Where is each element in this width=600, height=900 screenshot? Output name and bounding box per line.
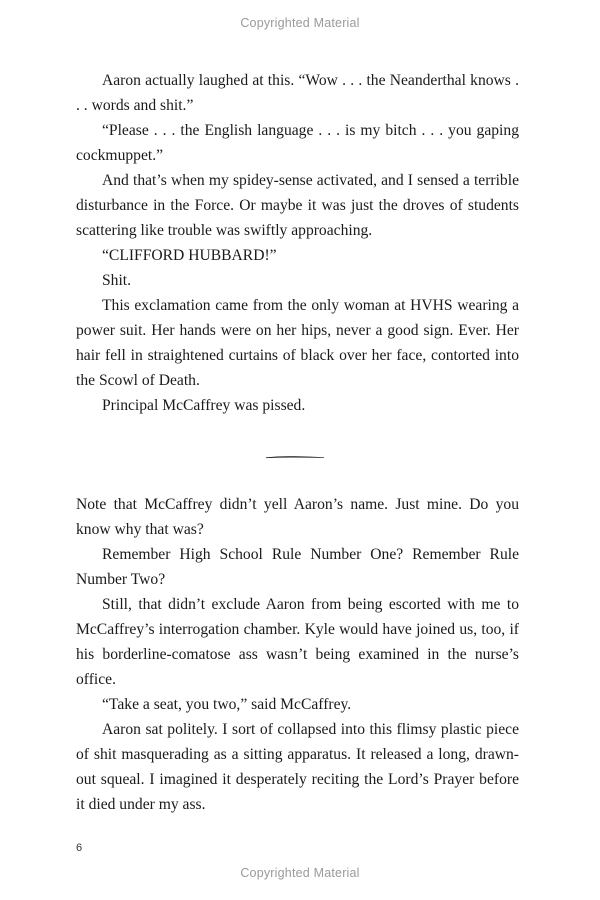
text-section-2 (76, 492, 519, 817)
paragraph: Shit. (102, 272, 132, 289)
paragraph: “Take a seat, you two,” said McCaffrey. (102, 696, 352, 713)
paragraph: Aaron sat politely. I sort of collapsed into this flimsy plastic piece of shit masquerading as a sitting apparatus. It released a long, drawn-out squeal. I imagined it desperately reciting the Lord’s Prayer before it died under my ass. (76, 721, 519, 813)
text-section-1 (76, 68, 519, 418)
scene-break-divider (265, 455, 325, 459)
paragraph: This exclamation came from the only woman at HVHS wearing a power suit. Her hands were on her hips, never a good sign. Ever. Her hair fell in straightened curtains of black over her face, contorted into the Scowl of Death. (76, 297, 519, 389)
paragraph: “Please . . . the English language . . . is my bitch . . . you gaping cockmuppet.” (76, 122, 519, 164)
paragraph: Aaron actually laughed at this. “Wow . . . the Neanderthal knows . . . words and shit.” (76, 72, 519, 114)
paragraph: And that’s when my spidey-sense activated, and I sensed a terrible disturbance in the Force. Or maybe it was just the droves of students scattering like trouble was swiftly approaching. (76, 172, 519, 239)
paragraph: Still, that didn’t exclude Aaron from being escorted with me to McCaffrey’s interrogation chamber. Kyle would have joined us, too, if his borderline-comatose ass wasn’t being examined in the nurse’s office. (76, 596, 519, 688)
paragraph: “CLIFFORD HUBBARD!” (102, 247, 277, 264)
paragraph: Remember High School Rule Number One? Remember Rule Number Two? (76, 546, 519, 588)
page-number: 6 (76, 842, 83, 854)
copyright-watermark-top: Copyrighted Material (240, 16, 360, 30)
paragraph: Note that McCaffrey didn’t yell Aaron’s name. Just mine. Do you know why that was? (76, 496, 519, 538)
paragraph: Principal McCaffrey was pissed. (102, 397, 306, 414)
copyright-watermark-bottom: Copyrighted Material (240, 866, 360, 880)
